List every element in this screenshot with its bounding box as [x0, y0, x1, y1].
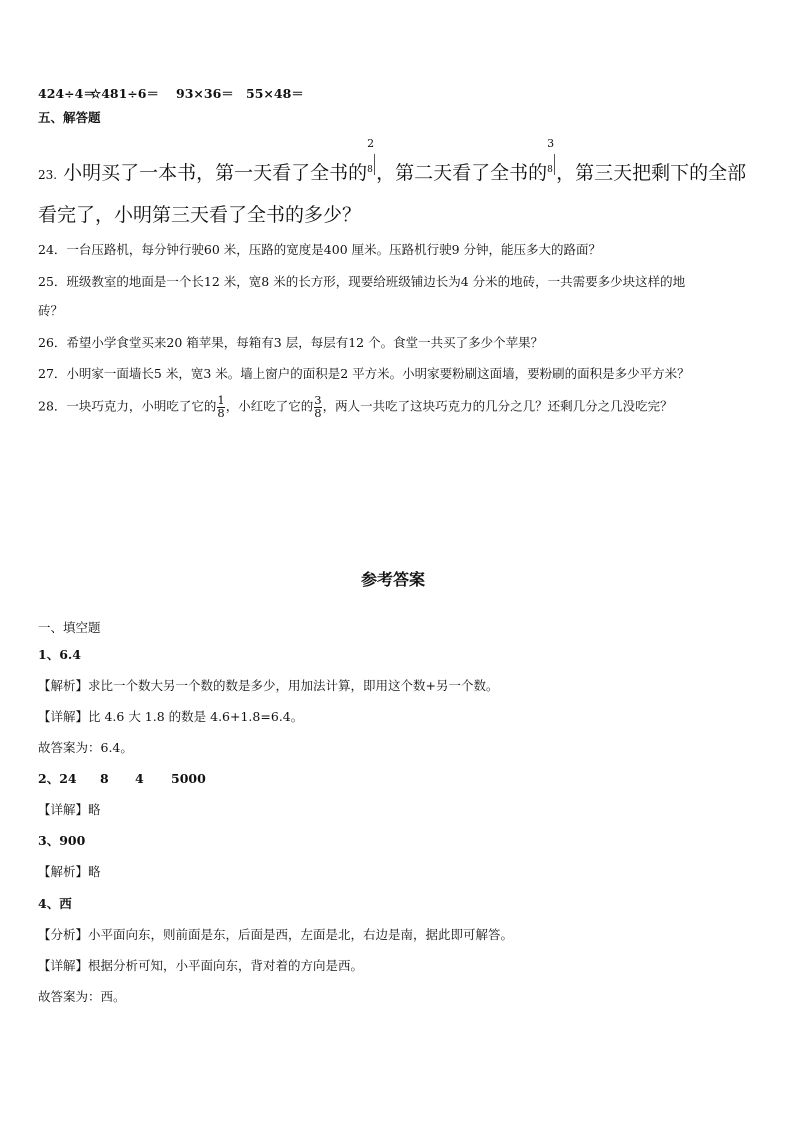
q23-number: 23. [38, 168, 58, 182]
calc-item-4: 55×48＝ [246, 86, 304, 101]
answer-1: 1、6.4 [38, 647, 81, 662]
question-28 [38, 395, 673, 419]
answer-2-value-4: 5000 [171, 771, 206, 786]
q28-f1-num: 1 [217, 393, 225, 407]
answer-3: 3、900 [38, 833, 86, 848]
question-23-line-2: 看完了，小明第三天看了全书的多少？ [38, 204, 362, 226]
answer-1-analysis: 【解析】求比一个数大另一个数的数是多少，用加法计算，即用这个数+另一个数。 [38, 678, 499, 693]
q28-f2-den: 8 [314, 405, 322, 420]
answer-4: 4、西 [38, 896, 72, 911]
calc-item-2: ☆481÷6＝ [90, 86, 159, 101]
q23-text-2: ，第二天看了全书的 [376, 162, 548, 184]
answers-section-1: 一、填空题 [38, 620, 101, 635]
q23-fraction-2 [547, 137, 556, 185]
q23-f2-num: 3 [547, 137, 555, 150]
answer-2-value-3: 4 [135, 771, 144, 786]
q23-fraction-1 [367, 137, 376, 185]
answer-1-detail: 【详解】比 4.6 大 1.8 的数是 4.6+1.8=6.4。 [38, 709, 304, 724]
answer-2 [38, 769, 206, 787]
answer-4-final: 故答案为：西。 [38, 989, 126, 1004]
question-23-line-1 [38, 137, 747, 185]
q23-text-1: 小明买了一本书，第一天看了全书的 [63, 162, 368, 184]
section-5-heading: 五、解答题 [38, 110, 101, 125]
q28-fraction-1 [217, 395, 224, 419]
question-26: 26．希望小学食堂买来20 箱苹果，每箱有3 层，每层有12 个。食堂一共买了多少个苹果？ [38, 335, 544, 350]
q23-f2-den: 8 [547, 165, 553, 175]
q23-text-3: ，第三天把剩下的全部 [556, 162, 747, 184]
q28-text-2: ，小红吃了它的 [225, 398, 314, 414]
q28-f1-den: 8 [217, 405, 225, 420]
answer-2-value-2: 8 [100, 771, 109, 786]
answer-4-detail: 【详解】根据分析可知，小平面向东，背对着的方向是西。 [38, 958, 364, 973]
answer-2-detail: 【详解】略 [38, 802, 101, 817]
q23-f1-den: 8 [367, 165, 373, 175]
q23-f1-num: 2 [367, 137, 375, 150]
q28-text-1: 28．一块巧克力，小明吃了它的 [38, 398, 217, 414]
question-25-line-2: 砖？ [38, 303, 64, 318]
question-27: 27．小明家一面墙长5 米，宽3 米。墙上窗户的面积是2 平方米。小明家要粉刷这面墙，要粉刷的面积是多少平方米？ [38, 366, 690, 381]
answer-3-analysis: 【解析】略 [38, 864, 101, 879]
q28-text-3: ，两人一共吃了这块巧克力的几分之几？还剩几分之几没吃完？ [322, 398, 673, 414]
q28-f2-num: 3 [314, 393, 322, 407]
answer-4-analysis: 【分析】小平面向东，则前面是东，后面是西，左面是北，右边是南，据此即可解答。 [38, 927, 514, 942]
calc-row [38, 84, 304, 102]
q28-fraction-2 [314, 395, 321, 419]
question-24: 24．一台压路机，每分钟行驶60 米，压路的宽度是400 厘米。压路机行驶9 分钟，能压多大的路面？ [38, 242, 602, 257]
calc-item-3: 93×36＝ [176, 86, 234, 101]
answer-1-final: 故答案为：6.4。 [38, 740, 133, 755]
answer-title: 参考答案 [361, 570, 426, 589]
question-25-line-1: 25．班级教室的地面是一个长12 米，宽8 米的长方形，现要给班级铺边长为4 分米的地砖，一共需要多少块这样的地 [38, 274, 686, 289]
calc-item-1: 424÷4＝ [38, 86, 96, 101]
answer-2-value-1: 2、24 [38, 771, 77, 786]
